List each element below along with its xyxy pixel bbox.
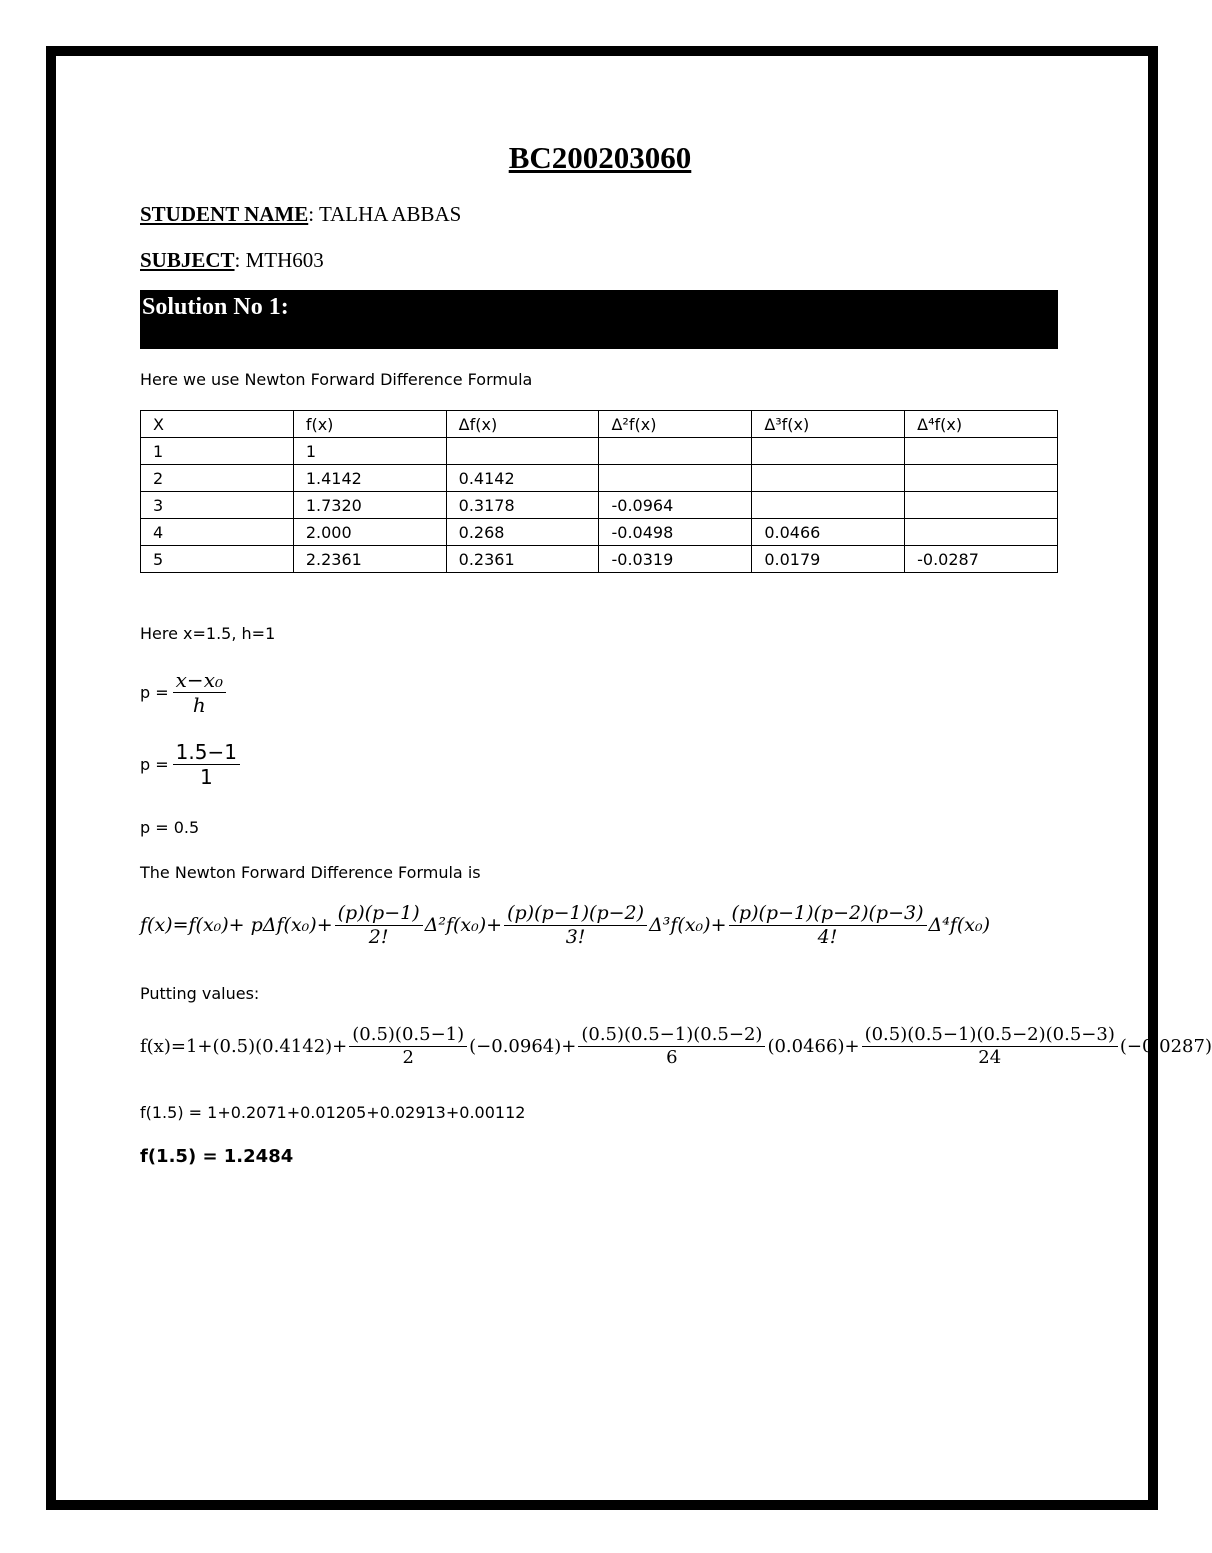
solution-heading: Solution No 1: bbox=[142, 294, 289, 320]
table-cell bbox=[752, 438, 905, 465]
table-cell: 4 bbox=[141, 519, 294, 546]
p-result: p = 0.5 bbox=[140, 818, 200, 837]
table-cell bbox=[752, 492, 905, 519]
table-cell: 0.0179 bbox=[752, 546, 905, 573]
student-name-label: STUDENT NAME bbox=[140, 202, 309, 226]
formula-term3-fraction bbox=[504, 902, 647, 949]
putting-values-label: Putting values: bbox=[140, 984, 260, 1003]
table-cell: 0.0466 bbox=[752, 519, 905, 546]
table-header-cell: Δ⁴f(x) bbox=[905, 411, 1058, 438]
formula-term4-denominator: 4! bbox=[817, 925, 838, 948]
table-cell: 0.268 bbox=[446, 519, 599, 546]
p-substitution bbox=[140, 740, 240, 789]
table-cell: 3 bbox=[141, 492, 294, 519]
table-cell bbox=[905, 438, 1058, 465]
putting-term4-tail: (−0.0287) bbox=[1119, 1035, 1212, 1057]
table-cell: 0.3178 bbox=[446, 492, 599, 519]
putting-term4-denominator: 24 bbox=[978, 1046, 1002, 1068]
table-cell bbox=[752, 465, 905, 492]
p-substitution-numerator: 1.5−1 bbox=[173, 740, 240, 765]
putting-term2-fraction bbox=[349, 1024, 467, 1068]
table-cell bbox=[599, 438, 752, 465]
table-cell bbox=[905, 519, 1058, 546]
table-header-cell: Δ²f(x) bbox=[599, 411, 752, 438]
table-header-cell: Δ³f(x) bbox=[752, 411, 905, 438]
putting-term2-numerator: (0.5)(0.5−1) bbox=[349, 1024, 467, 1047]
subject-value: : MTH603 bbox=[234, 248, 324, 272]
newton-formula bbox=[140, 902, 990, 949]
table-cell: 1.4142 bbox=[293, 465, 446, 492]
p-formula bbox=[140, 668, 226, 717]
document-content bbox=[140, 0, 1212, 1553]
table-cell: -0.0319 bbox=[599, 546, 752, 573]
table-row bbox=[141, 546, 1058, 573]
putting-term2-denominator: 2 bbox=[402, 1046, 414, 1068]
formula-term2-fraction bbox=[335, 902, 423, 949]
table-row bbox=[141, 465, 1058, 492]
formula-term2-denominator: 2! bbox=[368, 925, 389, 948]
p-formula-fraction bbox=[173, 668, 226, 717]
table-cell: -0.0287 bbox=[905, 546, 1058, 573]
formula-term4-fraction bbox=[729, 902, 927, 949]
p-substitution-denominator: 1 bbox=[199, 765, 213, 789]
difference-table bbox=[140, 410, 1058, 573]
formula-label: The Newton Forward Difference Formula is bbox=[140, 863, 481, 882]
table-row bbox=[141, 492, 1058, 519]
formula-term2-numerator: (p)(p−1) bbox=[335, 902, 423, 926]
table-cell bbox=[905, 492, 1058, 519]
putting-term3-numerator: (0.5)(0.5−1)(0.5−2) bbox=[578, 1024, 765, 1047]
table-row bbox=[141, 519, 1058, 546]
p-formula-lhs: p = bbox=[140, 683, 169, 702]
formula-term3-numerator: (p)(p−1)(p−2) bbox=[504, 902, 647, 926]
table-cell: 1 bbox=[141, 438, 294, 465]
given-values: Here x=1.5, h=1 bbox=[140, 624, 276, 643]
table-cell bbox=[905, 465, 1058, 492]
table-header-row bbox=[141, 411, 1058, 438]
putting-term4-fraction bbox=[862, 1024, 1118, 1068]
p-formula-numerator: x−x₀ bbox=[173, 668, 226, 693]
table-header-cell: X bbox=[141, 411, 294, 438]
p-substitution-fraction bbox=[173, 740, 240, 789]
sum-line: f(1.5) = 1+0.2071+0.01205+0.02913+0.00112 bbox=[140, 1103, 526, 1122]
table-cell bbox=[446, 438, 599, 465]
formula-term3-tail: Δ³f(x₀)+ bbox=[649, 914, 727, 937]
table-cell: 0.4142 bbox=[446, 465, 599, 492]
putting-term3-fraction bbox=[578, 1024, 765, 1068]
table-cell: 5 bbox=[141, 546, 294, 573]
table-cell: 1 bbox=[293, 438, 446, 465]
table-cell bbox=[599, 465, 752, 492]
solution-heading-bar bbox=[140, 290, 1058, 349]
formula-term4-tail: Δ⁴f(x₀) bbox=[928, 914, 991, 937]
putting-values-equation bbox=[140, 1024, 1212, 1068]
p-formula-denominator: h bbox=[192, 693, 206, 717]
subject-line bbox=[140, 248, 324, 273]
document-title: BC200203060 bbox=[508, 140, 692, 175]
putting-term3-denominator: 6 bbox=[666, 1046, 678, 1068]
putting-term2-tail: (−0.0964)+ bbox=[469, 1035, 577, 1057]
putting-term3-tail: (0.0466)+ bbox=[767, 1035, 860, 1057]
formula-lhs: f(x)=f(x₀)+ pΔf(x₀)+ bbox=[140, 914, 333, 937]
student-name-line bbox=[140, 202, 461, 227]
p-substitution-lhs: p = bbox=[140, 755, 169, 774]
formula-term3-denominator: 3! bbox=[565, 925, 586, 948]
table-header-cell: f(x) bbox=[293, 411, 446, 438]
table-cell: -0.0964 bbox=[599, 492, 752, 519]
putting-term4-numerator: (0.5)(0.5−1)(0.5−2)(0.5−3) bbox=[862, 1024, 1118, 1047]
table-cell: 2.2361 bbox=[293, 546, 446, 573]
table-cell: 2.000 bbox=[293, 519, 446, 546]
table-cell: 2 bbox=[141, 465, 294, 492]
table-cell: 0.2361 bbox=[446, 546, 599, 573]
table-cell: -0.0498 bbox=[599, 519, 752, 546]
formula-term2-tail: Δ²f(x₀)+ bbox=[424, 914, 503, 937]
table-cell: 1.7320 bbox=[293, 492, 446, 519]
table-row bbox=[141, 438, 1058, 465]
subject-label: SUBJECT bbox=[140, 248, 235, 272]
table-header-cell: Δf(x) bbox=[446, 411, 599, 438]
formula-term4-numerator: (p)(p−1)(p−2)(p−3) bbox=[729, 902, 927, 926]
putting-lhs: f(x)=1+(0.5)(0.4142)+ bbox=[140, 1035, 348, 1057]
student-name-value: : TALHA ABBAS bbox=[308, 202, 462, 226]
result-line: f(1.5) = 1.2484 bbox=[140, 1146, 294, 1167]
intro-text: Here we use Newton Forward Difference Formula bbox=[140, 370, 533, 389]
